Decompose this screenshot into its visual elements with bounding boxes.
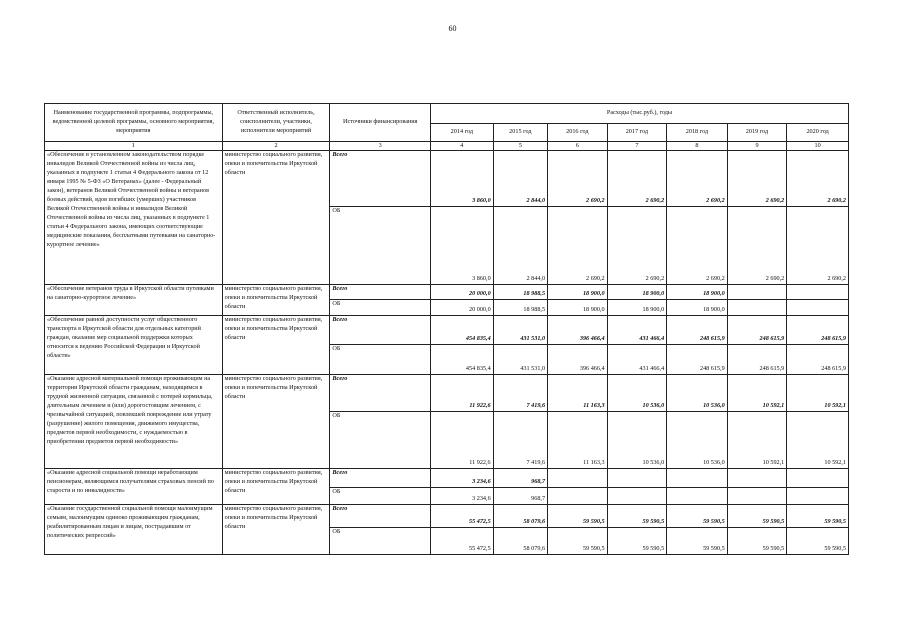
- value-cell: [727, 488, 787, 505]
- header-year: 2020 год: [787, 124, 849, 142]
- value-cell: 18 900,0: [548, 300, 608, 316]
- value-cell: [667, 469, 728, 488]
- measure-executor: министерство социального развития, опеки и попечительства Иркутской области: [222, 316, 330, 375]
- column-number: 1: [45, 142, 223, 151]
- header-year: 2015 год: [493, 124, 547, 142]
- value-cell: 10 592,1: [727, 375, 787, 412]
- value-cell: 11 922,6: [431, 412, 494, 469]
- measure-name: «Оказание адресной социальной помощи неработающим пенсионерам, являющимся получателями страховых пенсий по старости и по инвалидности»: [45, 469, 223, 505]
- value-cell: 396 466,4: [548, 316, 608, 345]
- value-cell: 59 590,5: [667, 505, 728, 528]
- value-cell: 59 590,5: [727, 528, 787, 555]
- measure-executor: министерство социального развития, опеки и попечительства Иркутской области: [222, 151, 330, 285]
- value-cell: 2 690,2: [787, 207, 849, 285]
- value-cell: 7 419,6: [493, 375, 547, 412]
- header-executor: Ответственный исполнитель, соисполнители, участники, исполнители мероприятий: [222, 104, 330, 142]
- measure-executor: министерство социального развития, опеки и попечительства Иркутской области: [222, 285, 330, 316]
- source-total-label: Всего: [330, 375, 431, 412]
- measure-name: «Оказание адресной материальной помощи проживающим на территории Иркутской области гражданам, находящимся в трудной жизненной ситуации, связанной с потерей кормильца, длительным лечением и (или) дорогостоящим лечением, с чрезвычайной ситуацией, повлекшей повреждение или утрату (разрушение) жилого помещения, движимого имущества, предметов первой необходимости, с нуждаемостью в приобретении предметов первой необходимости»: [45, 375, 223, 469]
- value-cell: 248 615,9: [727, 345, 787, 375]
- source-total-label: Всего: [330, 469, 431, 488]
- value-cell: 10 536,0: [607, 412, 667, 469]
- value-cell: 968,7: [493, 488, 547, 505]
- header-name: Наименование государственной программы, подпрограммы, ведомственной целевой программы, основного мероприятия, мероприятия: [45, 104, 223, 142]
- value-cell: [727, 300, 787, 316]
- column-number: 7: [607, 142, 667, 151]
- value-cell: 248 615,9: [667, 316, 728, 345]
- measure-name: «Обеспечение ветеранов труда в Иркутской области путевками на санаторно-курортное лечение»: [45, 285, 223, 316]
- value-cell: [667, 488, 728, 505]
- value-cell: 248 615,9: [667, 345, 728, 375]
- value-cell: 431 466,4: [607, 316, 667, 345]
- value-cell: 11 163,3: [548, 412, 608, 469]
- value-cell: 59 590,5: [787, 505, 849, 528]
- value-cell: 2 690,2: [667, 151, 728, 207]
- value-cell: 2 690,2: [727, 151, 787, 207]
- header-year: 2017 год: [607, 124, 667, 142]
- header-expenses: Расходы (тыс.руб.), годы: [431, 104, 849, 124]
- value-cell: 18 900,0: [548, 285, 608, 300]
- value-cell: 2 690,2: [548, 151, 608, 207]
- measure-executor: министерство социального развития, опеки и попечительства Иркутской области: [222, 469, 330, 505]
- column-number: 4: [431, 142, 494, 151]
- value-cell: [787, 488, 849, 505]
- value-cell: 18 988,5: [493, 300, 547, 316]
- source-total-label: Всего: [330, 285, 431, 300]
- value-cell: 10 536,0: [667, 375, 728, 412]
- value-cell: 2 844,0: [493, 151, 547, 207]
- value-cell: 431 466,4: [607, 345, 667, 375]
- value-cell: 18 988,5: [493, 285, 547, 300]
- value-cell: 2 844,0: [493, 207, 547, 285]
- source-ob-label: ОБ: [330, 207, 431, 285]
- value-cell: 2 690,2: [667, 207, 728, 285]
- value-cell: 20 000,0: [431, 285, 494, 300]
- source-ob-label: ОБ: [330, 300, 431, 316]
- measure-executor: министерство социального развития, опеки и попечительства Иркутской области: [222, 505, 330, 555]
- value-cell: [787, 300, 849, 316]
- source-total-label: Всего: [330, 316, 431, 345]
- header-year: 2019 год: [727, 124, 787, 142]
- value-cell: 10 592,1: [787, 412, 849, 469]
- source-ob-label: ОБ: [330, 488, 431, 505]
- measure-name: «Обеспечение в установленном законодательством порядке инвалидов Великой Отечественной войны из числа лиц, указанных в подпункте 1 статьи 4 Федерального закона от 12 января 1995 № 5-ФЗ «О Ветеранах» (далее - Федеральный закон), ветеранов Великой Отечественной войны и ветеранов боевых действий, вдов погибших (умерших) участников Великой Отечественной войны и инвалидов Великой Отечественной войны из числа лиц, указанных в подпункте 1 статьи 4 Федерального закона, имеющих соответствующие медицинские показания, бесплатными путевками на санаторно-курортное лечение»: [45, 151, 223, 285]
- column-number: 6: [548, 142, 608, 151]
- column-number: 10: [787, 142, 849, 151]
- measure-name: «Оказание государственной социальной помощи малоимущим семьям, малоимущим одиноко проживающим гражданам, реабилитированным лицам и лицам, пострадавшим от политических репрессий»: [45, 505, 223, 555]
- header-year: 2014 год: [431, 124, 494, 142]
- value-cell: [607, 488, 667, 505]
- value-cell: 55 472,5: [431, 505, 494, 528]
- value-cell: 59 590,5: [607, 505, 667, 528]
- value-cell: 3 860,0: [431, 207, 494, 285]
- expenses-table: [44, 103, 849, 555]
- value-cell: 58 079,6: [493, 505, 547, 528]
- source-total-label: Всего: [330, 151, 431, 207]
- value-cell: 431 531,0: [493, 316, 547, 345]
- value-cell: 59 590,5: [667, 528, 728, 555]
- value-cell: 454 835,4: [431, 316, 494, 345]
- value-cell: 2 690,2: [607, 151, 667, 207]
- value-cell: 18 900,0: [667, 285, 728, 300]
- column-number: 8: [667, 142, 728, 151]
- value-cell: 248 615,9: [787, 345, 849, 375]
- value-cell: 10 536,0: [667, 412, 728, 469]
- value-cell: 10 592,1: [787, 375, 849, 412]
- value-cell: 18 900,0: [607, 285, 667, 300]
- header-year: 2018 год: [667, 124, 728, 142]
- value-cell: [787, 285, 849, 300]
- value-cell: 248 615,9: [727, 316, 787, 345]
- value-cell: 2 690,2: [548, 207, 608, 285]
- measure-name: «Обеспечение равной доступности услуг общественного транспорта в Иркутской области для отдельных категорий граждан, оказание мер социальной поддержки которых относится к ведению Российской Федерации и Иркутской области»: [45, 316, 223, 375]
- column-number: 5: [493, 142, 547, 151]
- value-cell: 3 234,6: [431, 488, 494, 505]
- value-cell: [548, 469, 608, 488]
- header-source: Источники финансирования: [330, 104, 431, 142]
- value-cell: 11 922,6: [431, 375, 494, 412]
- value-cell: [787, 469, 849, 488]
- value-cell: 2 690,2: [787, 151, 849, 207]
- value-cell: 248 615,9: [787, 316, 849, 345]
- value-cell: 10 536,0: [607, 375, 667, 412]
- value-cell: 2 690,2: [607, 207, 667, 285]
- source-ob-label: ОБ: [330, 412, 431, 469]
- value-cell: 2 690,2: [727, 207, 787, 285]
- column-number: 3: [330, 142, 431, 151]
- value-cell: 59 590,5: [548, 528, 608, 555]
- source-ob-label: ОБ: [330, 345, 431, 375]
- value-cell: 454 835,4: [431, 345, 494, 375]
- measure-executor: министерство социального развития, опеки и попечительства Иркутской области: [222, 375, 330, 469]
- column-number: 2: [222, 142, 330, 151]
- value-cell: 58 079,6: [493, 528, 547, 555]
- source-ob-label: ОБ: [330, 528, 431, 555]
- source-total-label: Всего: [330, 505, 431, 528]
- value-cell: 55 472,5: [431, 528, 494, 555]
- value-cell: 18 900,0: [607, 300, 667, 316]
- value-cell: 18 900,0: [667, 300, 728, 316]
- value-cell: 59 590,5: [727, 505, 787, 528]
- header-year: 2016 год: [548, 124, 608, 142]
- value-cell: 11 163,3: [548, 375, 608, 412]
- page-number: 60: [448, 24, 457, 33]
- value-cell: 968,7: [493, 469, 547, 488]
- value-cell: [727, 469, 787, 488]
- value-cell: 59 590,5: [787, 528, 849, 555]
- value-cell: [548, 488, 608, 505]
- value-cell: 7 419,6: [493, 412, 547, 469]
- value-cell: [607, 469, 667, 488]
- value-cell: [727, 285, 787, 300]
- column-number: 9: [727, 142, 787, 151]
- value-cell: 59 590,5: [548, 505, 608, 528]
- value-cell: 396 466,4: [548, 345, 608, 375]
- value-cell: 431 531,0: [493, 345, 547, 375]
- value-cell: 3 860,0: [431, 151, 494, 207]
- value-cell: 20 000,0: [431, 300, 494, 316]
- value-cell: 59 590,5: [607, 528, 667, 555]
- value-cell: 3 234,6: [431, 469, 494, 488]
- value-cell: 10 592,1: [727, 412, 787, 469]
